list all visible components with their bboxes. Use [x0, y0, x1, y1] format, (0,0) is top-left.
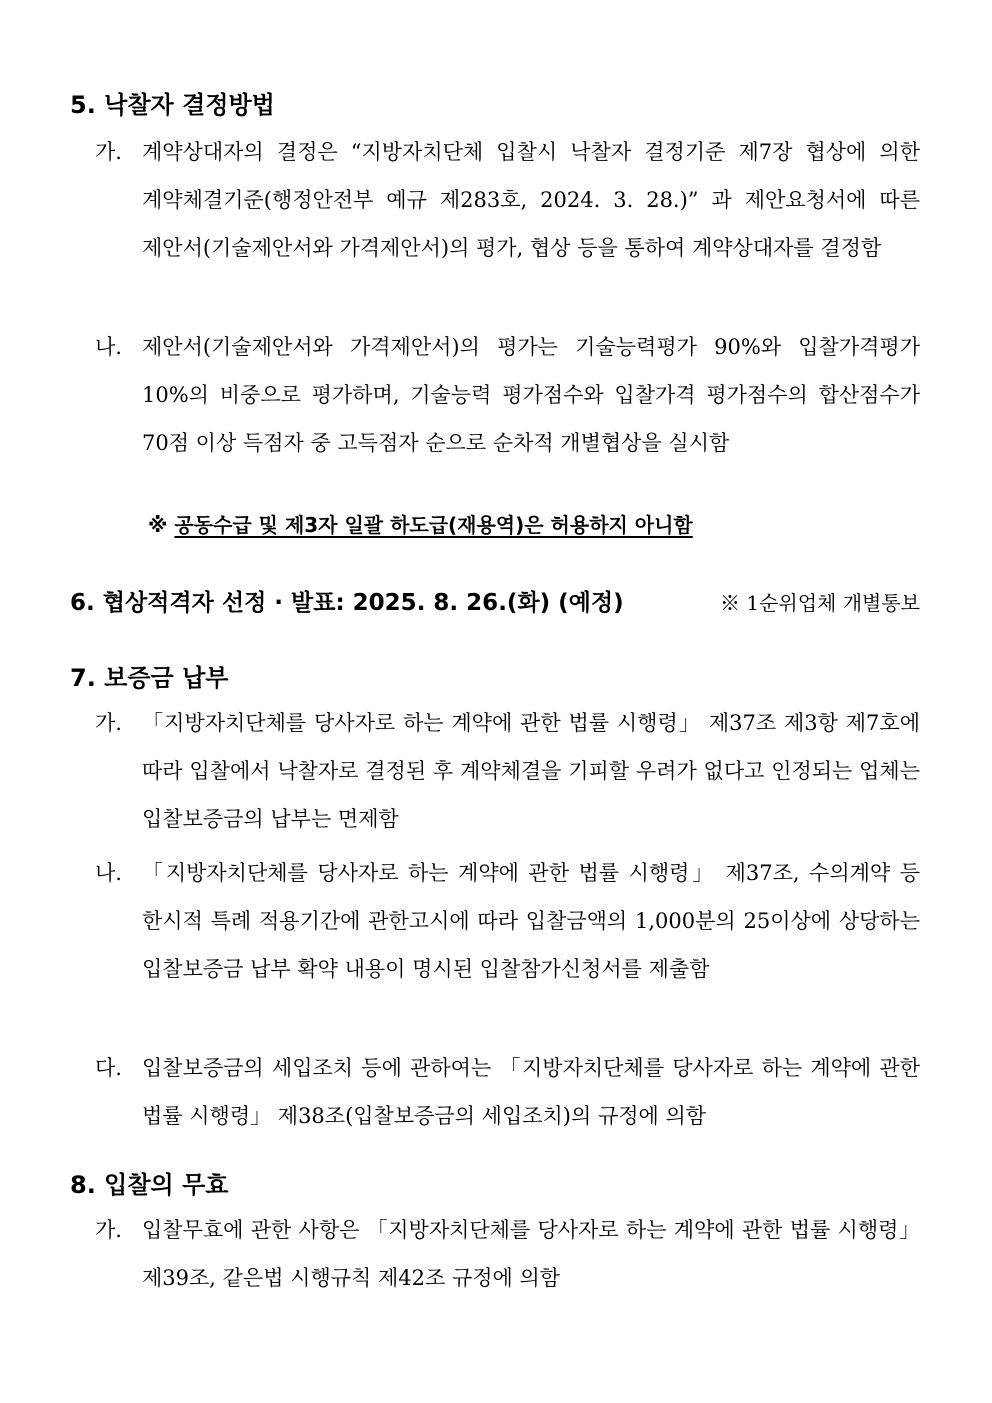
section-6-note: ※ 1순위업체 개별통보 [720, 591, 920, 615]
section-5-heading: 5. 낙찰자 결정방법 [70, 91, 275, 119]
section-8-heading: 8. 입찰의 무효 [70, 1171, 229, 1199]
section-7-item-a-marker: 가. [95, 711, 122, 735]
section-7-item-c-text: 입찰보증금의 세입조치 등에 관하여는 「지방자치단체를 당사자로 하는 계약에 관한 법률 시행령」 제38조(입찰보증금의 세입조치)의 규정에 의함 [142, 1056, 920, 1128]
section-8-item-a-marker: 가. [95, 1218, 122, 1242]
section-5-note [148, 510, 693, 540]
note-underlined-text: 공동수급 및 제3자 일괄 하도급(재용역)은 허용하지 아니함 [174, 513, 693, 537]
section-6-heading: 6. 협상적격자 선정 · 발표: 2025. 8. 26.(화) (예정) [70, 590, 624, 616]
section-5-item-b-marker: 나. [95, 335, 122, 359]
section-5-item-a-marker: 가. [95, 140, 122, 164]
section-7-item-a-text: 「지방자치단체를 당사자로 하는 계약에 관한 법률 시행령」 제37조 제3항 제7호에 따라 입찰에서 낙찰자로 결정된 후 계약체결을 기피할 우려가 없다고 인정되는 업체는 입찰보증금의 납부는 면제함 [142, 711, 920, 831]
section-7-item-b-text: 「지방자치단체를 당사자로 하는 계약에 관한 법률 시행령」 제37조, 수의계약 등 한시적 특례 적용기간에 관한고시에 따라 입찰금액의 1,000분의 25이상에 상당하는 입찰보증금 납부 확약 내용이 명시된 입찰참가신청서를 제출함 [142, 861, 920, 981]
section-5-item-b-text: 제안서(기술제안서와 가격제안서)의 평가는 기술능력평가 90%와 입찰가격평가 10%의 비중으로 평가하며, 기술능력 평가점수와 입찰가격 평가점수의 합산점수가 70점 이상 득점자 중 고득점자 순으로 순차적 개별협상을 실시함 [142, 335, 920, 455]
section-7-item-c-marker: 다. [95, 1056, 122, 1080]
section-8-item-a-text: 입찰무효에 관한 사항은 「지방자치단체를 당사자로 하는 계약에 관한 법률 시행령」 제39조, 같은법 시행규칙 제42조 규정에 의함 [142, 1218, 920, 1290]
section-6-row [70, 588, 920, 618]
section-7-item-b-marker: 나. [95, 861, 122, 885]
section-7-heading: 7. 보증금 납부 [70, 664, 229, 692]
section-5-item-a-text: 계약상대자의 결정은 “지방자치단체 입찰시 낙찰자 결정기준 제7장 협상에 의한 계약체결기준(행정안전부 예규 제283호, 2024. 3. 28.)” 과 제안요청서에 따른 제안서(기술제안서와 가격제안서)의 평가, 협상 등을 통하여 계약상대자를 결정함 [142, 140, 920, 260]
note-mark: ※ [148, 513, 168, 537]
